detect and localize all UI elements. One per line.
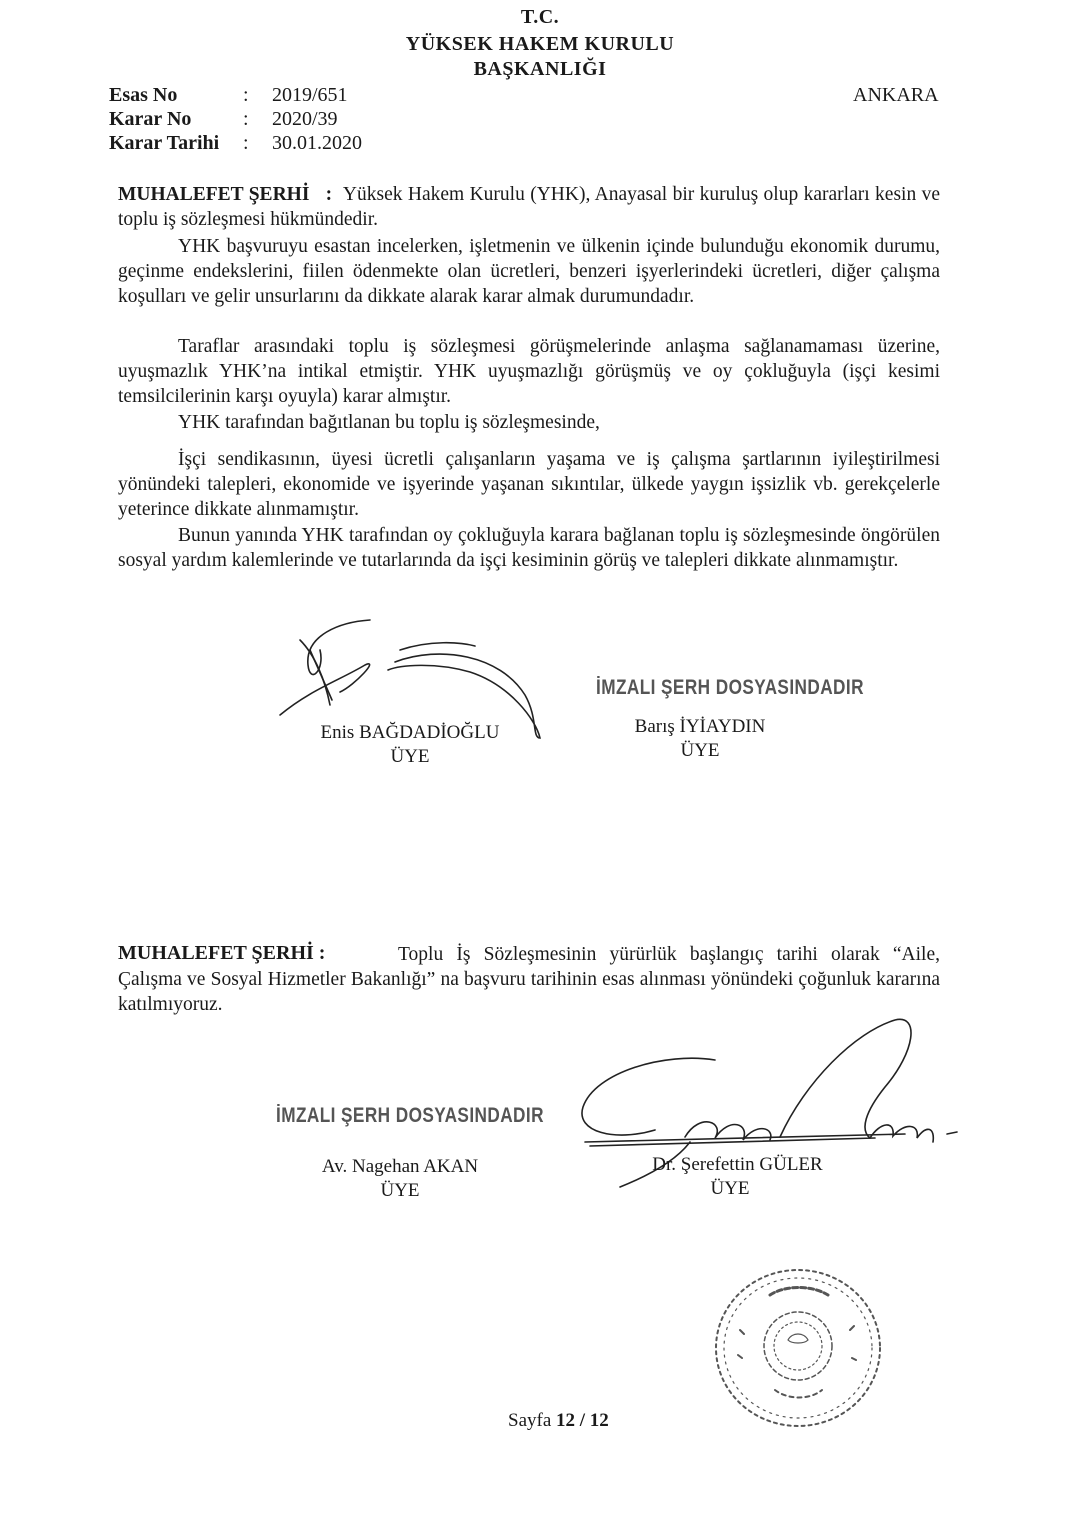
dissent1-paragraph3: Taraflar arasındaki toplu iş sözleşmesi görüşmelerinde anlaşma sağlanamaması üzerine, uyuşmazlık YHK’na intikal etmiştir. YHK uyuşmazlığı görüşmüş ve oy çokluğuyla (işçi kesimi temsilcilerinin karşı oyuyla) karar almıştır. bbox=[118, 336, 940, 407]
page-total: 12 bbox=[589, 1410, 609, 1431]
header-tc: T.C. bbox=[520, 6, 560, 28]
signer1-title: ÜYE bbox=[390, 746, 430, 767]
signer4-name: Dr. Şerefettin GÜLER bbox=[652, 1154, 823, 1175]
signer3-title: ÜYE bbox=[380, 1180, 420, 1201]
dissent2-heading: MUHALEFET ŞERHİ : bbox=[118, 942, 326, 964]
dissent1-paragraph5: İşçi sendikasının, üyesi ücretli çalışanların yaşama ve iş çalışma şartlarının iyileştirilmesi yönündeki talepleri, ekonomide ve işyerinde yaşanan sıkıntılar, ülkede yaygın işsizlik vb. gerekçelerle yeterince dikkate alınmamıştır. bbox=[118, 449, 940, 520]
dissent1-heading: MUHALEFET ŞERHİ bbox=[118, 184, 310, 205]
esas-value: 2019/651 bbox=[272, 84, 348, 106]
dissent1-p1-text: Yüksek Hakem Kurulu (YHK), Anayasal bir kuruluş olup kararları kesin ve toplu iş sözleşmesi hükmündedir. bbox=[118, 184, 941, 230]
dissent1-paragraph6: Bunun yanında YHK tarafından oy çokluğuyla karara bağlanan toplu iş sözleşmesinde öngörülen sosyal yardım kalemlerinde ve tutarlarında da işçi kesiminin görüş ve talepleri dikkate alınmamıştır. bbox=[118, 525, 940, 571]
esas-label: Esas No bbox=[109, 84, 178, 106]
city: ANKARA bbox=[853, 84, 939, 106]
page-number bbox=[508, 1410, 609, 1432]
signer4-title: ÜYE bbox=[710, 1178, 750, 1199]
signed-dissent-stamp-1: İMZALI ŞERH DOSYASINDADIR bbox=[596, 676, 864, 699]
tarih-label: Karar Tarihi bbox=[109, 132, 220, 154]
official-seal bbox=[700, 1260, 900, 1440]
signer3-name: Av. Nagehan AKAN bbox=[321, 1156, 479, 1177]
header-institution: YÜKSEK HAKEM KURULU bbox=[405, 33, 675, 55]
dissent1-colon: : bbox=[325, 184, 333, 205]
page-separator: / bbox=[579, 1410, 586, 1431]
signer1-name: Enis BAĞDADİOĞLU bbox=[320, 722, 500, 743]
esas-colon: : bbox=[243, 84, 249, 106]
dissent1-paragraph4: YHK tarafından bağıtlanan bu toplu iş sözleşmesinde, bbox=[178, 412, 600, 433]
header-presidency: BAŞKANLIĞI bbox=[473, 58, 607, 80]
dissent1-paragraph2: YHK başvuruyu esastan incelerken, işletmenin ve ülkenin içinde bulunduğu ekonomik durumu, geçinme endekslerini, fiilen ödenmekte olan ücretleri, benzeri işyerlerindeki ücretleri, diğer çalışma koşulları ve gelir unsurlarını da dikkate alarak karar almak durumundadır. bbox=[118, 236, 940, 307]
karar-label: Karar No bbox=[109, 108, 192, 130]
page-prefix: Sayfa bbox=[508, 1410, 552, 1431]
signer2-name: Barış İYİAYDIN bbox=[634, 716, 766, 737]
signed-dissent-stamp-2: İMZALI ŞERH DOSYASINDADIR bbox=[276, 1104, 544, 1127]
signer2-title: ÜYE bbox=[680, 740, 720, 761]
dissent2-text: Toplu İş Sözleşmesinin yürürlük başlangıç tarihi olarak “Aile, Çalışma ve Sosyal Hizmetler Bakanlığı” na başvuru tarihinin esas alınması yönündeki çoğunluk kararına katılmıyoruz. bbox=[118, 944, 940, 1015]
tarih-value: 30.01.2020 bbox=[272, 132, 362, 154]
page-current: 12 bbox=[556, 1410, 576, 1431]
dissent1-paragraph1 bbox=[118, 182, 940, 232]
karar-value: 2020/39 bbox=[272, 108, 338, 130]
karar-colon: : bbox=[243, 108, 249, 130]
tarih-colon: : bbox=[243, 132, 249, 154]
